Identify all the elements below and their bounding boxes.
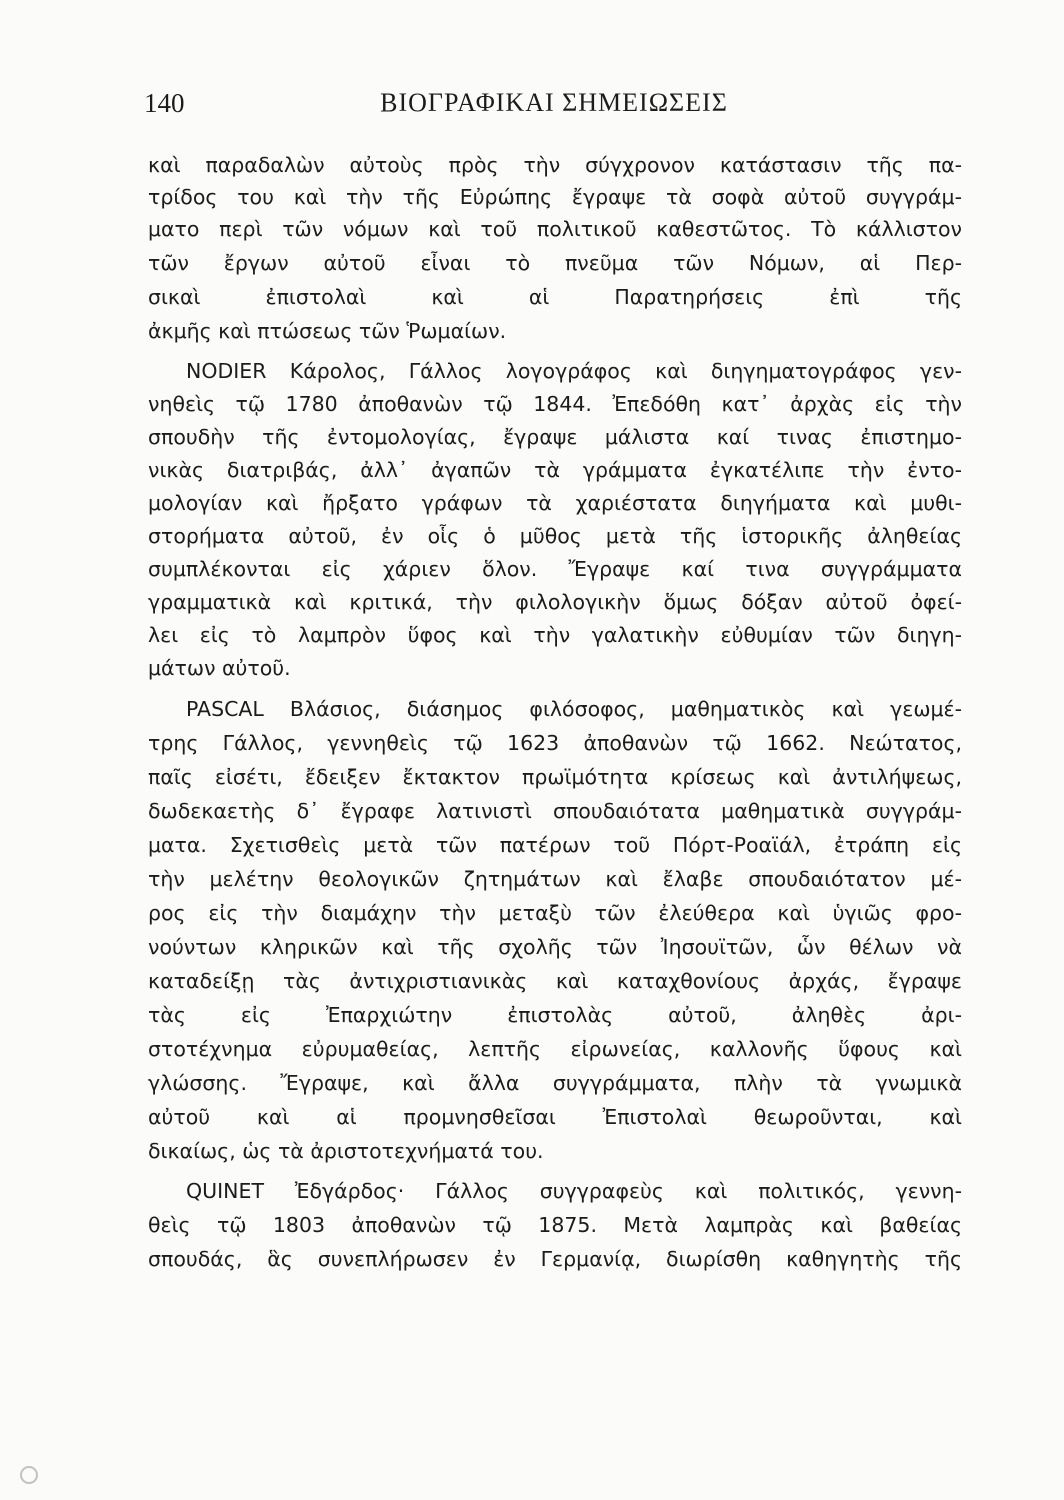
- text-line: τὰς εἰς Ἐπαρχιώτην ἐπιστολὰς αὐτοῦ, ἀληθὲς ἀρι-: [148, 1003, 962, 1027]
- text-line: ματο περὶ τῶν νόμων καὶ τοῦ πολιτικοῦ καθεστῶτος. Τὸ κάλλιστον: [148, 217, 962, 241]
- text-line: ρος εἰς τὴν διαμάχην τὴν μεταξὺ τῶν ἐλεύθερα καὶ ὑγιῶς φρο-: [148, 901, 962, 925]
- text-line: καὶ παραδαλὼν αὐτοὺς πρὸς τὴν σύγχρονον κατάστασιν τῆς πα-: [148, 153, 962, 177]
- text-line: σπουδάς, ἃς συνεπλήρωσεν ἐν Γερμανίᾳ, διωρίσθη καθηγητὴς τῆς: [148, 1247, 962, 1271]
- entry-quinet-first-line: QUINET Ἐδγάρδος· Γάλλος συγγραφεὺς καὶ πολιτικός, γεννη-: [186, 1179, 962, 1203]
- text-line: θεὶς τῷ 1803 ἀποθανὼν τῷ 1875. Μετὰ λαμπρὰς καὶ βαθείας: [148, 1213, 962, 1237]
- running-title: ΒΙΟΓΡΑΦΙΚΑΙ ΣΗΜΕΙΩΣΕΙΣ: [380, 88, 728, 117]
- text-line: σικαὶ ἐπιστολαὶ καὶ αἱ Παρατηρήσεις ἐπὶ τῆς: [148, 285, 962, 309]
- text-line: στοτέχνημα εὐρυμαθείας, λεπτῆς εἰρωνείας, καλλονῆς ὕφους καὶ: [148, 1037, 962, 1061]
- text-line: δικαίως, ὡς τὰ ἀριστοτεχνήματά του.: [148, 1139, 544, 1163]
- stain-mark: [20, 1466, 38, 1484]
- text-line: αὐτοῦ καὶ αἱ προμνησθεῖσαι Ἐπιστολαὶ θεωροῦνται, καὶ: [148, 1105, 962, 1129]
- text-line: παῖς εἰσέτι, ἔδειξεν ἔκτακτον πρωϊμότητα κρίσεως καὶ ἀντιλήψεως,: [148, 765, 962, 789]
- text-line: μάτων αὐτοῦ.: [148, 656, 291, 680]
- text-line: τῶν ἔργων αὐτοῦ εἶναι τὸ πνεῦμα τῶν Νόμων, αἱ Περ-: [148, 251, 962, 275]
- text-line: συμπλέκονται εἰς χάριεν ὅλον. Ἔγραψε καί τινα συγγράμματα: [148, 557, 962, 581]
- text-line: ἀκμῆς καὶ πτώσεως τῶν Ῥωμαίων.: [148, 319, 507, 343]
- text-line: στορήματα αὐτοῦ, ἐν οἷς ὁ μῦθος μετὰ τῆς ἱστορικῆς ἀληθείας: [148, 524, 962, 548]
- text-line: γραμματικὰ καὶ κριτικά, τὴν φιλολογικὴν ὅμως δόξαν αὐτοῦ ὀφεί-: [148, 590, 962, 614]
- text-line: νηθεὶς τῷ 1780 ἀποθανὼν τῷ 1844. Ἐπεδόθη κατ᾽ ἀρχὰς εἰς τὴν: [148, 392, 962, 416]
- entry-pascal-first-line: PASCAL Βλάσιος, διάσημος φιλόσοφος, μαθηματικὸς καὶ γεωμέ-: [186, 697, 962, 721]
- text-line: μολογίαν καὶ ἤρξατο γράφων τὰ χαριέστατα διηγήματα καὶ μυθι-: [148, 491, 962, 515]
- text-line: σπουδὴν τῆς ἐντομολογίας, ἔγραψε μάλιστα καί τινας ἐπιστημο-: [148, 425, 962, 449]
- page-number: 140: [144, 88, 185, 118]
- text-line: τὴν μελέτην θεολογικῶν ζητημάτων καὶ ἔλαβε σπουδαιότατον μέ-: [148, 867, 962, 891]
- text-line: λει εἰς τὸ λαμπρὸν ὕφος καὶ τὴν γαλατικὴν εὐθυμίαν τῶν διηγη-: [148, 623, 962, 647]
- text-line: γλώσσης. Ἔγραψε, καὶ ἄλλα συγγράμματα, πλὴν τὰ γνωμικὰ: [148, 1071, 962, 1095]
- text-line: νικὰς διατριβάς, ἀλλ᾽ ἀγαπῶν τὰ γράμματα ἐγκατέλιπε τὴν ἐντο-: [148, 458, 962, 482]
- entry-nodier-first-line: NODIER Κάρολος, Γάλλος λογογράφος καὶ διηγηματογράφος γεν-: [186, 359, 962, 383]
- text-line: ματα. Σχετισθεὶς μετὰ τῶν πατέρων τοῦ Πόρτ-Ροαϊάλ, ἐτράπη εἰς: [148, 833, 962, 857]
- text-line: νούντων κληρικῶν καὶ τῆς σχολῆς τῶν Ἰησουϊτῶν, ὧν θέλων νὰ: [148, 935, 962, 959]
- text-line: δωδεκαετὴς δ᾽ ἔγραφε λατινιστὶ σπουδαιότατα μαθηματικὰ συγγράμ-: [148, 799, 962, 823]
- text-line: καταδείξῃ τὰς ἀντιχριστιανικὰς καὶ καταχθονίους ἀρχάς, ἔγραψε: [148, 969, 962, 993]
- text-line: τρης Γάλλος, γεννηθεὶς τῷ 1623 ἀποθανὼν τῷ 1662. Νεώτατος,: [148, 731, 962, 755]
- page-header: [144, 88, 964, 128]
- text-line: τρίδος του καὶ τὴν τῆς Εὐρώπης ἔγραψε τὰ σοφὰ αὐτοῦ συγγράμ-: [148, 185, 962, 209]
